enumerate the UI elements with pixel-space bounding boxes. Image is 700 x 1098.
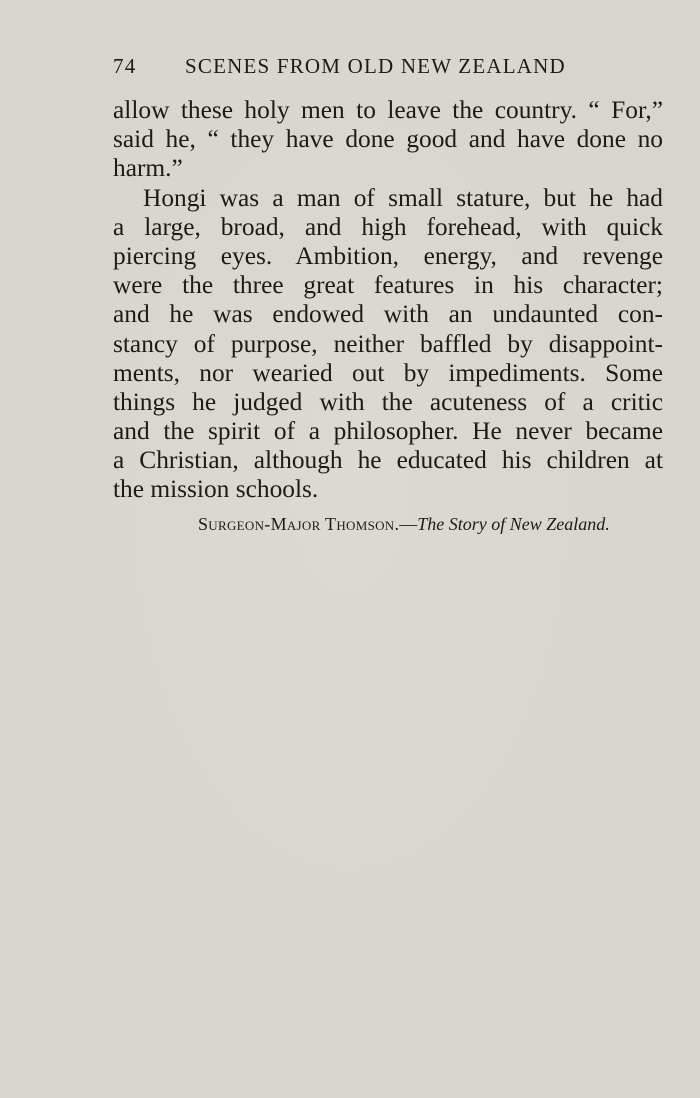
paragraph-2-line-5: and he was endowed with an undaunted con- bbox=[113, 300, 663, 329]
paragraph-2-line-3: piercing eyes. Ambition, energy, and revenge bbox=[113, 241, 663, 270]
paragraph-2-line-4: were the three great features in his character; bbox=[113, 271, 663, 300]
page-number: 74 bbox=[113, 54, 137, 78]
paragraph-2-line-11: the mission schools. bbox=[113, 475, 319, 504]
paragraph-2-line-2: a large, broad, and high forehead, with quick bbox=[113, 212, 663, 241]
body-text bbox=[113, 96, 663, 505]
citation-separator: — bbox=[399, 514, 418, 534]
page-header bbox=[113, 54, 593, 82]
paragraph-1-line-3: harm.” bbox=[113, 154, 183, 183]
paragraph-2-line-6: stancy of purpose, neither baffled by disappoint- bbox=[113, 329, 663, 358]
paragraph-2-line-7: ments, nor wearied out by impediments. Some bbox=[113, 358, 663, 387]
paragraph-2-line-10: a Christian, although he educated his children at bbox=[113, 446, 663, 475]
paragraph-1-line-1: allow these holy men to leave the country. “ For,” bbox=[113, 96, 663, 124]
citation bbox=[198, 514, 610, 535]
paragraph-2-line-8: things he judged with the acuteness of a critic bbox=[113, 387, 663, 416]
paragraph-2-line-1: Hongi was a man of small stature, but he had bbox=[143, 183, 663, 212]
running-title: SCENES FROM OLD NEW ZEALAND bbox=[185, 54, 566, 78]
paragraph-2-line-9: and the spirit of a philosopher. He never became bbox=[113, 417, 663, 446]
citation-author: Surgeon-Major Thomson. bbox=[198, 514, 400, 534]
paragraph-1-line-2: said he, “ they have done good and have done no bbox=[113, 125, 663, 154]
citation-work: The Story of New Zealand. bbox=[417, 514, 610, 534]
